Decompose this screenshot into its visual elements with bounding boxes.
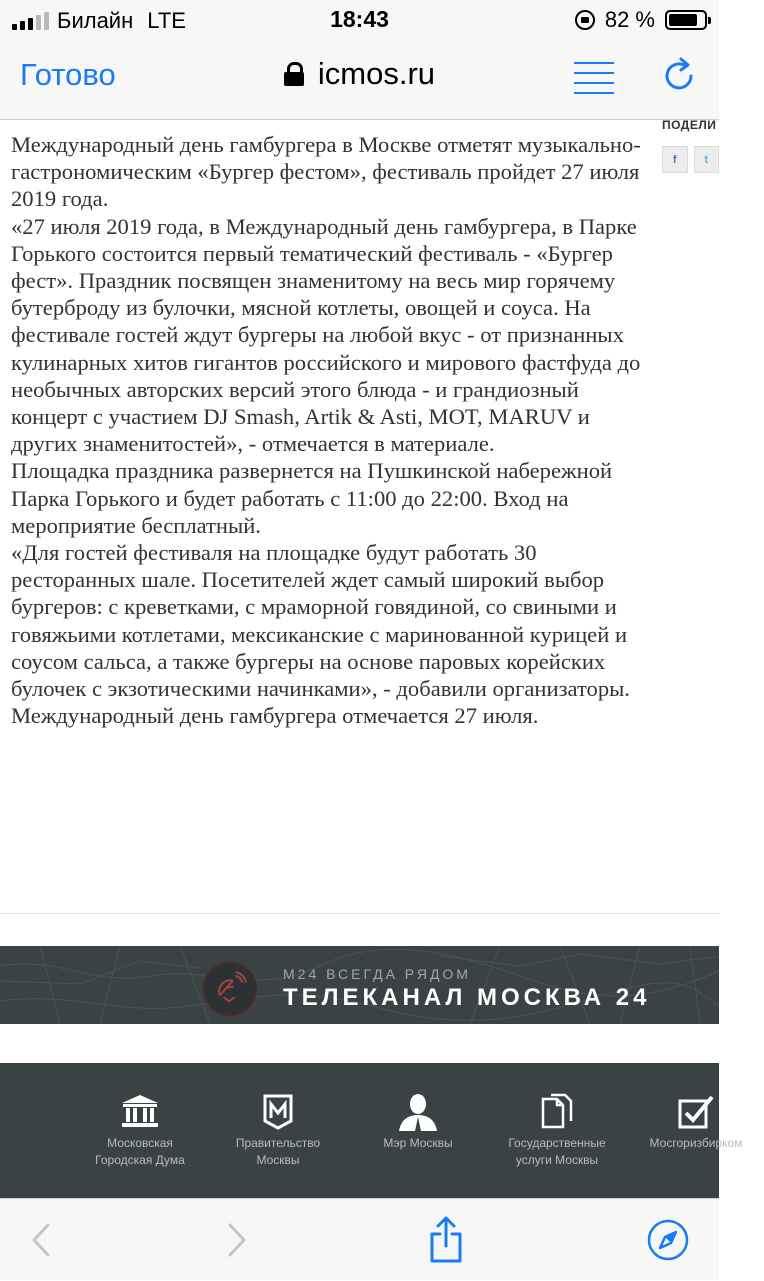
status-bar [0, 0, 719, 42]
share-icon [428, 1216, 464, 1264]
footer-link-label: Государственные услуги Москвы [508, 1136, 606, 1167]
footer-link-duma[interactable] [72, 1063, 208, 1198]
rotation-lock-icon [575, 10, 595, 30]
hamburger-icon[interactable] [574, 62, 614, 94]
network-type: LTE [147, 8, 186, 33]
footer-link-label: Московская Городская Дума [95, 1136, 185, 1167]
banner-title: ТЕЛЕКАНАЛ МОСКВА 24 [283, 984, 651, 1011]
footer-link-gosuslugi[interactable] [489, 1063, 625, 1198]
person-icon [397, 1093, 439, 1131]
footer-link-government[interactable] [210, 1063, 346, 1198]
footer-link-label: Мэр Москвы [383, 1136, 453, 1150]
back-button[interactable] [18, 1199, 64, 1281]
back-arrow-icon [31, 1223, 51, 1257]
open-in-safari-button[interactable] [638, 1199, 698, 1281]
share-button[interactable] [420, 1199, 472, 1281]
moscow-m-icon [262, 1093, 294, 1131]
footer-links [0, 1063, 743, 1198]
battery-icon [665, 10, 707, 30]
checkbox-icon [676, 1093, 716, 1131]
divider [0, 913, 719, 914]
article-paragraph: «27 июля 2019 года, в Международный день гамбургера, в Парке Горького состоится первый тематический фестиваль - «Бургер фест». Праздник посвящен знаменитому на весь мир горячему бутерброду из булочки, мясной котлеты, овощей и соуса. На фестивале гостей ждут бургеры на любой вкус - от признанных кулинарных хитов гигантов российского и мирового фастфуда до необычных авторских версий этого блюда - и грандиозный концерт с участием DJ Smash, Artik & Asti, MOT, MARUV и других знаменитостей», - отмечается в материале. [11, 213, 641, 457]
browser-nav-bar [0, 42, 719, 120]
footer-link-label: Правительство Москвы [235, 1136, 321, 1167]
padlock-icon [284, 62, 304, 86]
battery-percent: 82 % [604, 7, 655, 32]
footer-link-label: Мосгоризбирком [649, 1136, 743, 1150]
footer-link-mayor[interactable] [350, 1063, 486, 1198]
carrier-name: Билайн [57, 8, 134, 33]
clock: 18:43 [330, 6, 389, 32]
footer-link-mosgorizbirkom[interactable] [628, 1063, 764, 1198]
m24-banner[interactable] [0, 946, 719, 1024]
article-paragraph: Международный день гамбургера в Москве отметят музыкально-гастрономическим «Бургер фестом», фестиваль пройдет 27 июля 2019 года. [11, 132, 641, 212]
forward-button[interactable] [214, 1199, 260, 1281]
article-paragraph: Площадка праздника развернется на Пушкинской набережной Парка Горького и будет работать с 11:00 до 22:00. Вход на мероприятие бесплатный. [11, 458, 613, 538]
url-text: icmos.ru [317, 56, 436, 91]
article-body [11, 131, 641, 729]
status-right [575, 7, 707, 33]
documents-icon [539, 1093, 575, 1131]
reload-icon[interactable] [665, 56, 697, 96]
share-label: ПОДЕЛИ [662, 118, 717, 132]
article-paragraph: «Для гостей фестиваля на площадке будут работать 30 ресторанных шале. Посетителей ждет самый широкий выбор бургеров: с креветками, с мраморной говядиной, со свиными и говяжьими котлетами, мексиканские с маринованной курицей и соусом сальса, а также бургеры на основе паровых корейских булочек с экзотическими начинками», - добавили организаторы. [11, 540, 630, 702]
share-panel [662, 118, 719, 173]
banner-tagline: M24 ВСЕГДА РЯДОМ [283, 966, 471, 982]
forward-arrow-icon [227, 1223, 247, 1257]
institution-icon [120, 1093, 160, 1129]
compass-icon [646, 1218, 690, 1262]
article-paragraph: Международный день гамбургера отмечается 27 июля. [11, 703, 539, 729]
facebook-share-button[interactable]: f [662, 146, 688, 173]
satellite-dish-icon [203, 962, 257, 1016]
done-button[interactable]: Готово [20, 57, 116, 92]
twitter-share-button[interactable]: t [694, 146, 720, 173]
browser-toolbar [0, 1198, 719, 1280]
